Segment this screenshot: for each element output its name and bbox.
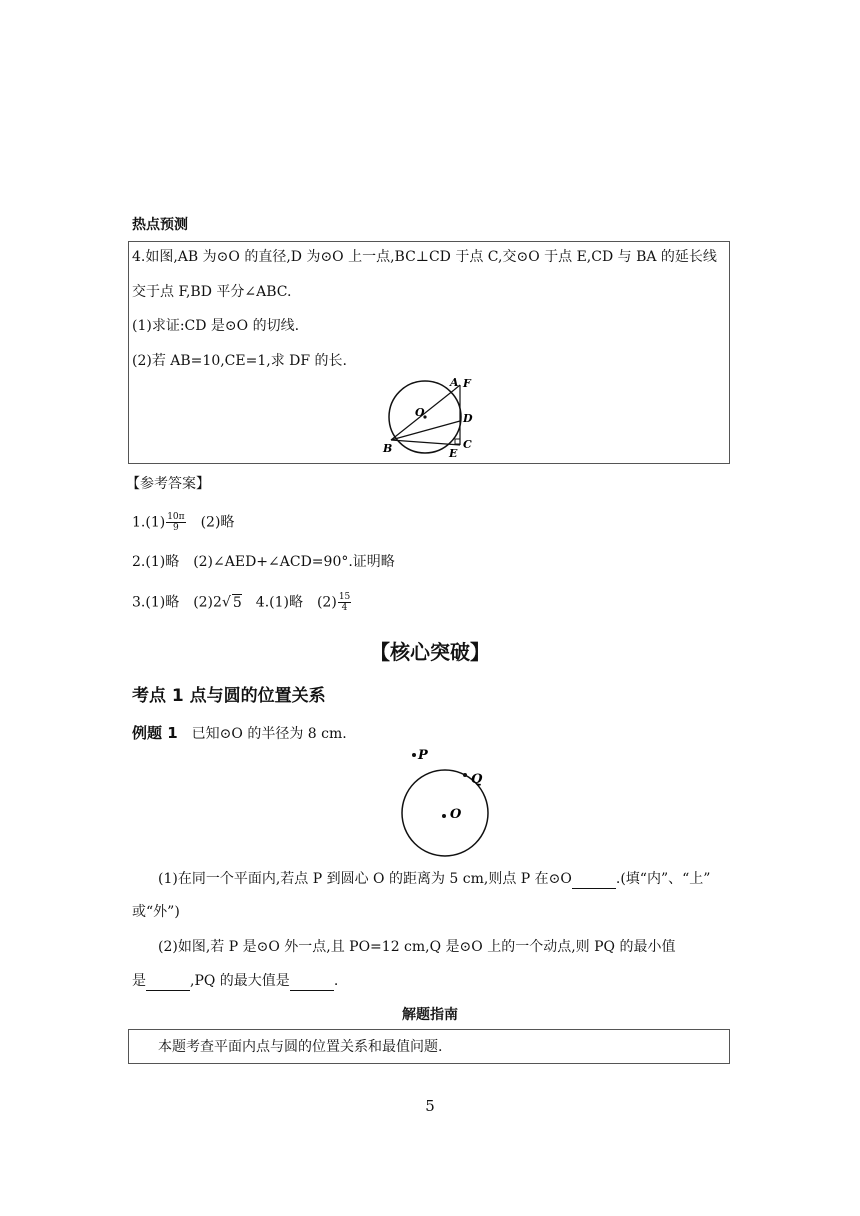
example1-figure — [396, 742, 500, 860]
label-a: A — [450, 376, 459, 389]
section-title-hot: 热点预测 — [132, 217, 188, 233]
label-b: B — [383, 442, 393, 455]
answer-blank-3[interactable] — [290, 976, 334, 991]
label-d: D — [463, 412, 473, 425]
label-f: F — [463, 377, 471, 390]
core-title: 【核心突破】 — [370, 640, 490, 664]
fraction-10pi-9: $\frac{10\pi}{9}$ — [167, 512, 185, 533]
label-e: E — [449, 447, 458, 460]
example-text: 已知⊙O 的半径为 8 cm. — [191, 726, 347, 742]
right-angle-mark — [455, 439, 460, 444]
example-question-2: (2)如图,若 P 是⊙O 外一点,且 PO=12 cm,Q 是⊙O 上的一个动点,则 PQ 的最小值 — [158, 939, 676, 955]
kaodian-title: 考点 1 点与圆的位置关系 — [132, 686, 326, 706]
answer-3-4: 3.(1)略 (2)2√ 5 4.(1)略 (2) $\frac{15}{4}$ — [132, 592, 351, 613]
example-1 — [132, 723, 347, 744]
point-q — [463, 773, 467, 777]
example-question-1: (1)在同一个平面内,若点 P 到圆心 O 的距离为 5 cm,则点 P 在⊙O .(填“内”、“上” — [158, 871, 711, 887]
problem-question-1: (1)求证:CD 是⊙O 的切线. — [132, 318, 300, 334]
line-bd — [391, 421, 460, 440]
problem-line-2: 交于点 F,BD 平分∠ABC. — [132, 284, 292, 300]
point-o — [442, 814, 446, 818]
answer-blank-2[interactable] — [146, 976, 190, 991]
answers-title: 【参考答案】 — [126, 476, 210, 492]
page-number: 5 — [425, 1097, 435, 1115]
example-question-1-cont: 或“外”) — [132, 904, 180, 920]
answer-2: 2.(1)略 (2)∠AED+∠ACD=90°.证明略 — [132, 554, 395, 570]
fraction-15-4: $\frac{15}{4}$ — [338, 592, 351, 613]
problem-question-2: (2)若 AB=10,CE=1,求 DF 的长. — [132, 353, 347, 369]
point-p — [412, 753, 416, 757]
label-o-2: O — [450, 807, 462, 822]
problem-line-1: 4.如图,AB 为⊙O 的直径,D 为⊙O 上一点,BC⊥CD 于点 C,交⊙O 于点 E,CD 与 BA 的延长线 — [132, 249, 717, 265]
label-q: Q — [471, 772, 483, 787]
label-o: O — [415, 406, 425, 419]
answer-blank-1[interactable] — [572, 874, 616, 889]
label-c: C — [463, 438, 472, 451]
guide-text: 本题考查平面内点与圆的位置关系和最值问题. — [158, 1039, 443, 1055]
problem4-figure — [380, 376, 480, 460]
label-p: P — [418, 748, 428, 763]
example-question-2-cont: 是 ,PQ 的最大值是 . — [132, 973, 339, 989]
example-label: 例题 1 — [132, 724, 178, 742]
guide-title: 解题指南 — [402, 1007, 458, 1023]
answer-1: 1.(1) $\frac{10\pi}{9}$ (2)略 — [132, 512, 235, 533]
